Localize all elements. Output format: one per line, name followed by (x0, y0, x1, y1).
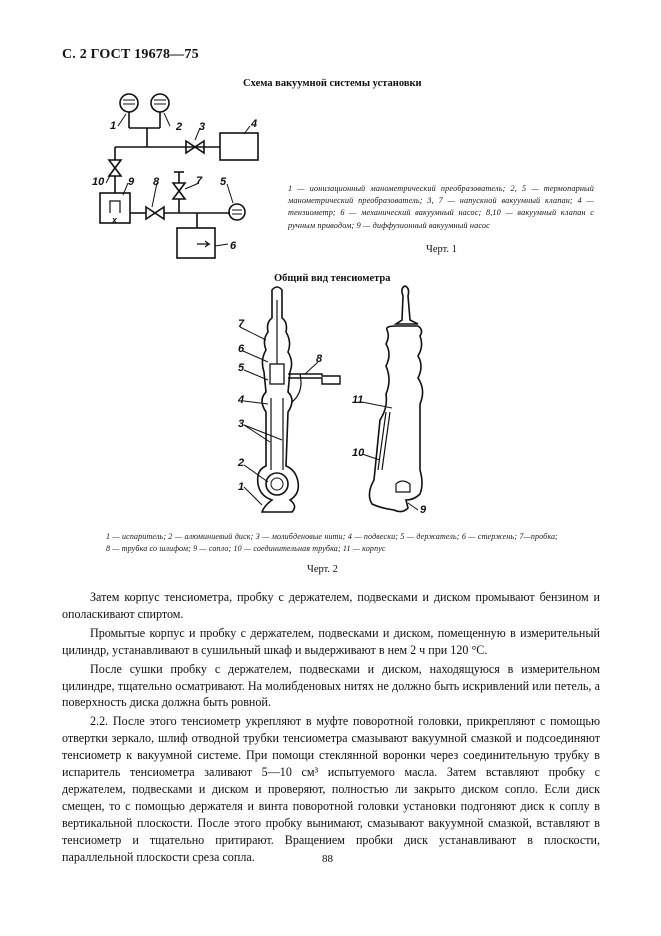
fig2-label-6: 6 (238, 343, 245, 355)
fig2-label-3: 3 (238, 418, 245, 430)
fig1-label-9: 9 (128, 176, 135, 188)
thermocouple-gauge-5-symbol (229, 204, 245, 220)
paragraph: После сушки пробку с держателем, подвесками и диском, находящуюся в измерительном цилиндре, тщательно осматривают. На молибденовых нитях не должно быть искривлений или петель, а поверхность диска должна быть ровной. (62, 661, 600, 710)
mechanical-pump-box (177, 228, 215, 258)
figure1-title: Схема вакуумной системы установки (243, 78, 422, 89)
tensiometer-drawing (225, 285, 440, 520)
figure1-chert: Черт. 1 (426, 244, 457, 255)
fig1-label-5: 5 (220, 176, 227, 188)
figure2-caption: 1 — испаритель; 2 — алюминиевый диск; 3 — молибденовые нити; 4 — подвески; 5 — держатель; 6 — стержень; 7—пробка; 8 — трубка со шлифом; 9 — сопло; 10 — соединительная трубка; 11 — корпус (106, 532, 558, 554)
fig1-label-4: 4 (251, 118, 258, 130)
fig2-label-9: 9 (420, 504, 427, 516)
stopper-right (396, 286, 418, 324)
fig1-label-3: 3 (199, 121, 206, 133)
page-number: 88 (322, 853, 333, 865)
fig2-label-8: 8 (316, 353, 323, 365)
thermocouple-gauge-symbol (151, 94, 169, 112)
fig1-label-2: 2 (176, 121, 183, 133)
paragraph: 2.2. После этого тенсиометр укрепляют в муфте поворотной головки, прикрепляют с помощью отвертки зеркало, шлиф отводной трубки тенсиометра смазывают вакуумной смазкой и подсоединяют тенсиометр к вакуумной системе. При помощи стеклянной воронки через соединительную трубку в испаритель тенсиометра заливают 5—10 см³ испытуемого масла. Затем вставляют пробку с держателем, подвесками и диском и проверяют, полностью ли закрыто диском сопло. Если диск смещен, то с помощью держателя и винта поворотной головки установки подгоняют диск к соплу в вертикальной плоскости. После этого пробку вынимают, смазывают вакуумной смазкой, вставляют в тенсиометр и тщательно притирают. Вращением пробки диск устанавливают в плоскости, параллельной плоскости среза сопла. (62, 714, 600, 864)
fig1-label-10: 10 (92, 176, 105, 188)
fig1-label-1: 1 (110, 120, 117, 132)
tensiometer-box (220, 133, 258, 160)
ionization-gauge-symbol (120, 94, 138, 112)
pump-icon-x: x (112, 215, 118, 225)
fig2-label-2: 2 (238, 457, 245, 469)
ground-glass-tube (288, 374, 340, 384)
figure2-chert: Черт. 2 (307, 564, 338, 575)
fig2-label-10: 10 (352, 447, 365, 459)
aluminium-disk (266, 473, 288, 495)
fig2-label-1: 1 (238, 481, 245, 493)
figure1-caption: 1 — ионизационный манометрический преобразователь; 2, 5 — термопарный манометрический преобразователь; 3, 7 — напускной вакуумный клапан; 4 — тензиометр; 6 — механический вакуумный насос; 8,10 — вакуумный клапан с ручным приводом; 9 — диффузионный вакуумный насос (288, 184, 594, 230)
fig1-label-7: 7 (196, 175, 203, 187)
vacuum-system-diagram (85, 88, 275, 263)
paragraph: Промытые корпус и пробку с держателем, подвесками и диском, помещенную в измерительный цилиндр, устанавливают в сушильный шкаф и выдерживают в нем 2 ч при 120 °С. (62, 625, 600, 657)
paragraph: Затем корпус тенсиометра, пробку с держателем, подвесками и диском промывают бензином и ополаскивают спиртом. (62, 590, 600, 621)
fig2-label-11: 11 (352, 394, 364, 406)
fig2-label-7: 7 (238, 318, 245, 330)
fig1-label-8: 8 (153, 176, 160, 188)
page-header: С. 2 ГОСТ 19678—75 (62, 47, 199, 62)
fig2-label-4: 4 (238, 394, 245, 406)
body-text (62, 589, 600, 868)
fig1-label-6: 6 (230, 240, 237, 252)
figure2-title: Общий вид тенсиометра (274, 273, 391, 284)
fig2-label-5: 5 (238, 362, 245, 374)
